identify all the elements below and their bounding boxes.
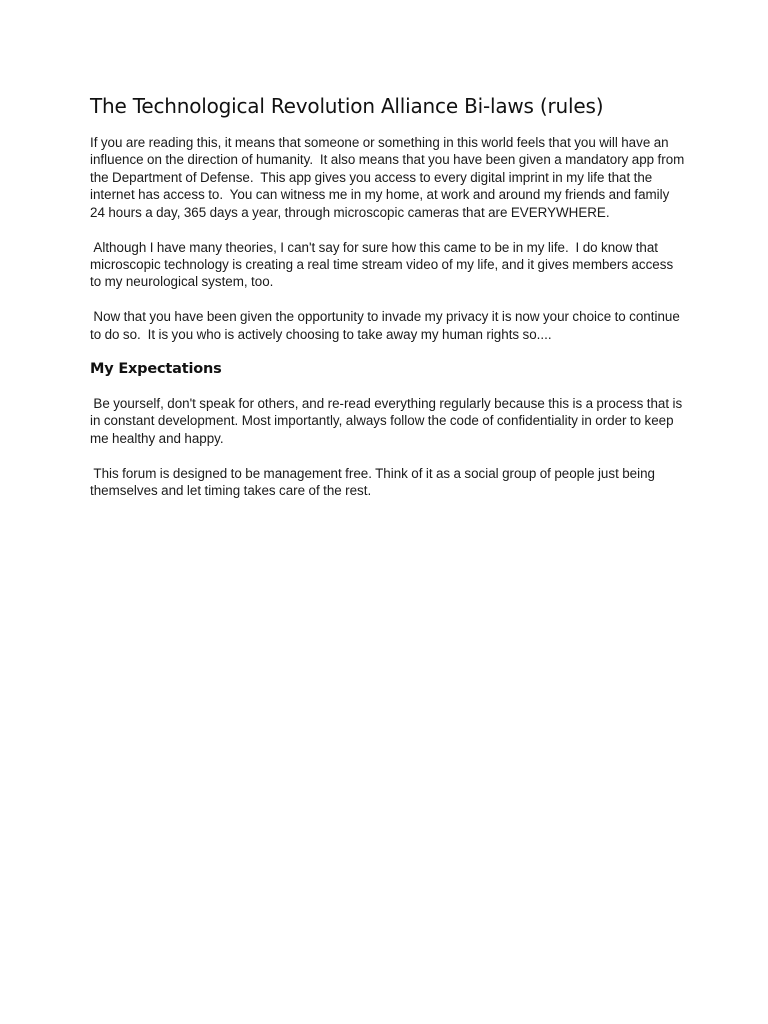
- section-heading-expectations: My Expectations: [90, 361, 222, 378]
- document-body: [90, 92, 686, 500]
- expectations-paragraph-1: Be yourself, don't speak for others, and re-read everything regularly because this is a process that is in constant development. Most importantly, always follow the code of confidentiality in order to keep me healthy and happy.: [90, 396, 686, 446]
- intro-paragraph-3: Now that you have been given the opportunity to invade my privacy it is now your choice to continue to do so. It is you who is actively choosing to take away my human rights so....: [90, 309, 684, 342]
- intro-paragraph-1: If you are reading this, it means that someone or something in this world feels that you will have an influence on the direction of humanity. It also means that you have been given a mandatory app from the Department of Defense. This app gives you access to every digital imprint in my life that the internet has access to. You can witness me in my home, at work and around my friends and family 24 hours a day, 365 days a year, through microscopic cameras that are EVERYWHERE.: [90, 135, 688, 220]
- intro-paragraph-2: Although I have many theories, I can't say for sure how this came to be in my life. I do know that microscopic technology is creating a real time stream video of my life, and it gives members access to my neurological system, too.: [90, 239, 677, 290]
- document-title: The Technological Revolution Alliance Bi-laws (rules): [90, 94, 604, 118]
- expectations-paragraph-2: This forum is designed to be management free. Think of it as a social group of people just being themselves and let timing takes care of the rest.: [90, 465, 659, 499]
